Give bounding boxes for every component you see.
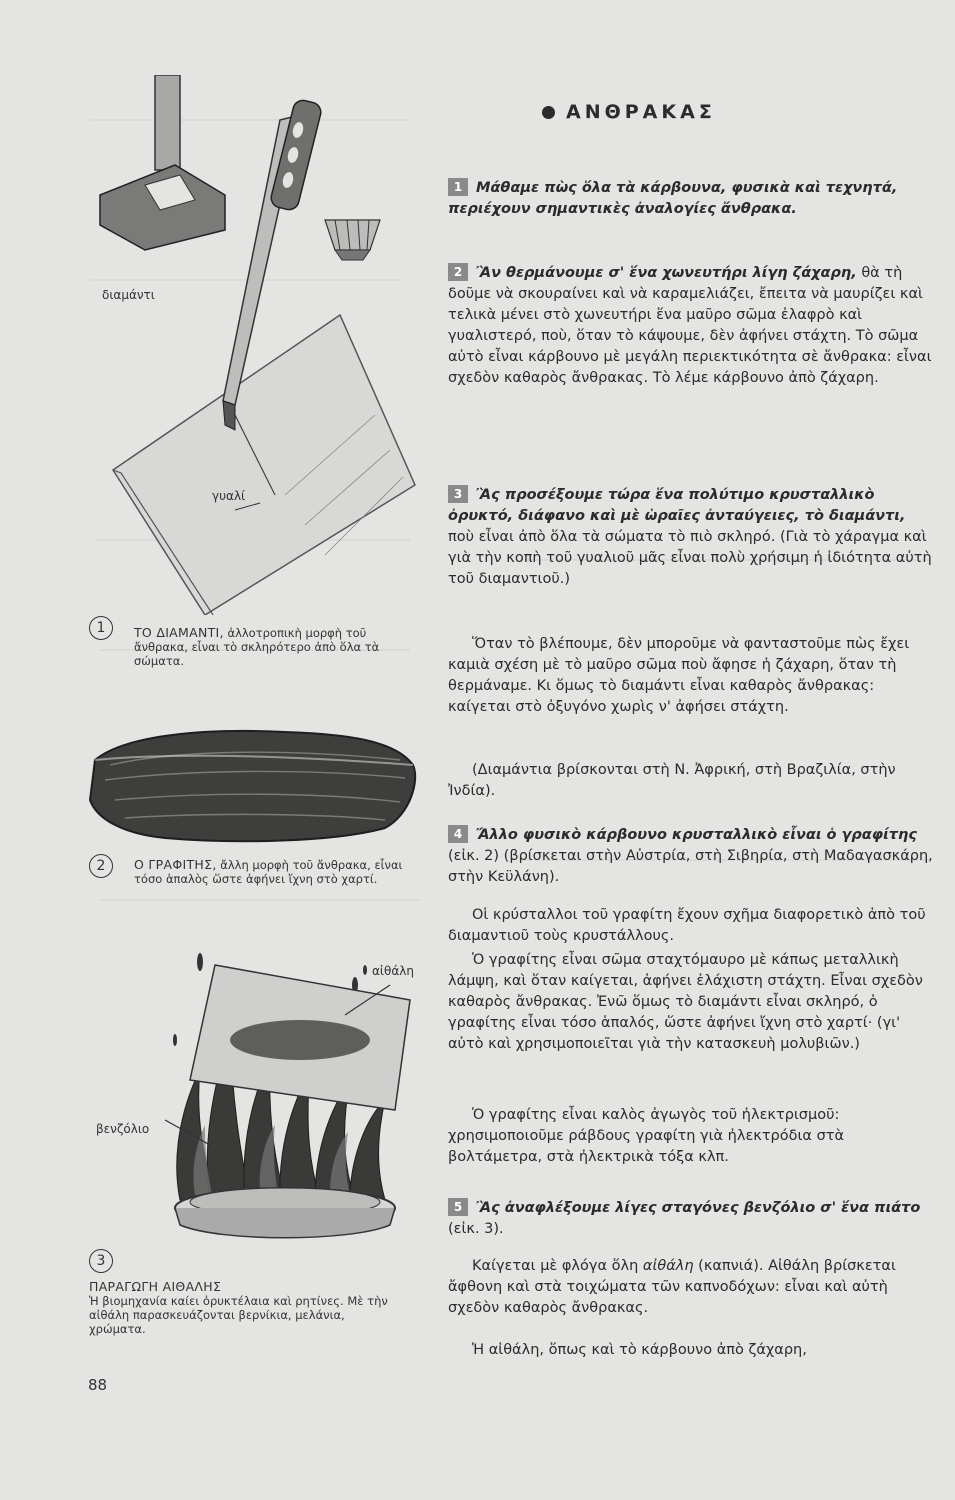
paragraph-4b: Οἱ κρύσταλλοι τοῦ γραφίτη ἔχουν σχῆμα διαφορετικὸ ἀπὸ τοῦ διαμαντιοῦ τοὺς κρυστάλλους. bbox=[448, 907, 926, 944]
figure-2-caption-body: ἄλλη μορφὴ τοῦ ἄνθρακα, εἶναι τόσο ἁπαλὸς ὥστε ἀφήνει ἴχνη στὸ χαρτί. bbox=[134, 858, 403, 886]
figure-number-2: 2 bbox=[89, 854, 113, 878]
paragraph-3c: (Διαμάντια βρίσκονται στὴ Ν. Ἀφρική, στὴ Βραζιλία, στὴν Ἰνδία). bbox=[448, 762, 896, 799]
paragraph-5b-italic: αἰθάλη bbox=[642, 1258, 694, 1274]
article-title bbox=[566, 101, 716, 123]
paragraph-5b bbox=[448, 1256, 934, 1319]
paragraph-2-bold: Ἂν θερμάνουμε σ' ἕνα χωνευτήρι λίγη ζάχαρη, bbox=[476, 265, 857, 281]
figure-1-caption-body: ἀλλοτροπικὴ μορφὴ τοῦ ἄνθρακα, εἶναι τὸ σκληρότερο ἀπὸ ὅλα τὰ σώματα. bbox=[134, 626, 380, 668]
paragraph-4-bold: Ἄλλο φυσικὸ κάρβουνο κρυσταλλικὸ εἶναι ὁ γραφίτης bbox=[476, 827, 917, 843]
label-glass: γυαλί bbox=[212, 489, 246, 503]
figure-2-caption-head: Ο ΓΡΑΦΙΤΗΣ, bbox=[134, 857, 217, 872]
paragraph-number-1: 1 bbox=[448, 178, 468, 196]
label-soot: αἰθάλη bbox=[372, 964, 414, 978]
paragraph-1-bold: Μάθαμε πὼς ὅλα τὰ κάρβουνα, φυσικὰ καὶ τεχνητά, περιέχουν σημαντικὲς ἀναλογίες ἄνθρακα. bbox=[448, 180, 898, 217]
paragraph-3b: Ὅταν τὸ βλέπουμε, δὲν μποροῦμε νὰ φανταστοῦμε πὼς ἔχει καμιὰ σχέση μὲ τὸ μαῦρο σῶμα ποὺ ἄφησε ἡ ζάχαρη, ὅταν τὴ θερμάναμε. Κι ὅμως τὸ διαμάντι εἶναι καθαρὸς ἄνθρακας: καίγεται στὸ ὀξυγόνο χωρὶς ν' ἀφήσει στάχτη. bbox=[448, 636, 910, 715]
paragraph-2-text: θὰ τὴ δοῦμε νὰ σκουραίνει καὶ νὰ καραμελιάζει, ἔπειτα νὰ μαυρίζει καὶ τελικὰ μένει στὸ χωνευτήρι ἕνα μαῦρο σῶμα ἐλαφρὸ καὶ γυαλιστερό, ποὺ, ὅταν τὸ κάψουμε, δὲν ἀφήνει στάχτη. Τὸ σῶμα αὐτὸ εἶναι κάρβουνο μὲ μεγάλη περιεκτικότητα σὲ ἄνθρακα: εἶναι σχεδὸν καθαρὸς ἄνθρακας. Τὸ λέμε κάρβουνο ἀπὸ ζάχαρη. bbox=[448, 265, 932, 386]
paragraph-number-2: 2 bbox=[448, 263, 468, 281]
paragraph-number-3: 3 bbox=[448, 485, 468, 503]
paragraph-3-bold: Ἂς προσέξουμε τώρα ἕνα πολύτιμο κρυσταλλικὸ ὀρυκτό, διάφανο καὶ μὲ ὡραῖες ἀνταύγειες, τὸ διαμάντι, bbox=[448, 487, 906, 524]
paragraph-5b-after: (καπνιά). Αἰθάλη βρίσκεται ἄφθονη καὶ στὰ τοιχώματα τῶν καπνοδόχων: εἶναι καὶ αὐτὴ σχεδὸν καθαρὸς ἄνθρακας. bbox=[448, 1258, 896, 1316]
paragraph-4-text: (εἰκ. 2) (βρίσκεται στὴν Αὐστρία, στὴ Σιβηρία, στὴ Μαδαγασκάρη, στὴν Κεϋλάνη). bbox=[448, 848, 933, 885]
paragraph-1 bbox=[448, 178, 934, 220]
figure-3-caption bbox=[89, 1280, 389, 1336]
figure-3-caption-head: ΠΑΡΑΓΩΓΗ ΑΙΘΑΛΗΣ bbox=[89, 1279, 222, 1294]
paragraph-3-text: ποὺ εἶναι ἀπὸ ὅλα τὰ σώματα τὸ πιὸ σκληρό. (Γιὰ τὸ χάραγμα καὶ γιὰ τὴν κοπὴ τοῦ γυαλιοῦ μᾶς εἶναι πολὺ χρήσιμη ἡ ἰδιότητα αὐτὴ τοῦ διαμαντιοῦ.) bbox=[448, 529, 932, 587]
paragraph-4 bbox=[448, 825, 934, 888]
title-bullet-icon bbox=[542, 106, 555, 119]
paragraph-5-text: (εἰκ. 3). bbox=[448, 1221, 504, 1237]
article-title-text: ΑΝΘΡΑΚΑΣ bbox=[566, 101, 716, 123]
page-number: 88 bbox=[88, 1376, 108, 1394]
paragraph-5 bbox=[448, 1198, 934, 1240]
paragraph-4d: Ὁ γραφίτης εἶναι καλὸς ἀγωγὸς τοῦ ἠλεκτρισμοῦ: χρησιμοποιοῦμε ράβδους γραφίτη γιὰ ἠλεκτρόδια στὰ βολτάμετρα, στὰ ἠλεκτρικὰ τόξα κλπ. bbox=[448, 1107, 845, 1165]
paragraph-5b-before: Καίγεται μὲ φλόγα ὅλη bbox=[472, 1258, 639, 1274]
diamond-glass-cutter-illustration bbox=[85, 75, 430, 615]
figure-1-caption-head: ΤΟ ΔΙΑΜΑΝΤΙ, bbox=[134, 625, 224, 640]
figure-3-caption-body: Ἡ βιομηχανία καίει ὀρυκτέλαια καὶ ρητίνες. Μὲ τὴν αἰθάλη παρασκευάζονται βερνίκια, μελάνια, χρώματα. bbox=[89, 1294, 388, 1336]
figure-2-caption bbox=[134, 858, 420, 886]
figure-number-1: 1 bbox=[89, 616, 113, 640]
soot-production-illustration bbox=[160, 950, 420, 1240]
paragraph-3 bbox=[448, 485, 934, 590]
paragraph-2 bbox=[448, 263, 934, 389]
label-diamond: διαμάντι bbox=[102, 288, 155, 302]
paragraph-4c: Ὁ γραφίτης εἶναι σῶμα σταχτόμαυρο μὲ κάπως μεταλλικὴ λάμψη, καὶ ὅταν καίγεται, ἀφήνει ἐλάχιστη στάχτη. Εἶναι σχεδὸν καθαρὸς ἄνθρακας. Ἐνῶ ὅμως τὸ διαμάντι εἶναι σκληρό, ὁ γραφίτης εἶναι τόσο ἁπαλός, ὥστε ἀφήνει ἴχνη στὸ χαρτί· (γι' αὐτὸ καὶ χρησιμοποιεῖται γιὰ τὴν κατασκευὴ μολυβιῶν.) bbox=[448, 952, 923, 1052]
label-benzene: βενζόλιο bbox=[96, 1122, 150, 1136]
figure-column bbox=[0, 0, 440, 1500]
paragraph-number-4: 4 bbox=[448, 825, 468, 843]
paragraph-5c: Ἡ αἰθάλη, ὅπως καὶ τὸ κάρβουνο ἀπὸ ζάχαρη, bbox=[472, 1342, 807, 1358]
figure-1-caption bbox=[134, 626, 410, 668]
figure-number-3: 3 bbox=[89, 1249, 113, 1273]
graphite-block-illustration bbox=[85, 720, 420, 845]
paragraph-5-bold: Ἂς ἀναφλέξουμε λίγες σταγόνες βενζόλιο σ' ἕνα πιάτο bbox=[476, 1200, 921, 1216]
paragraph-number-5: 5 bbox=[448, 1198, 468, 1216]
